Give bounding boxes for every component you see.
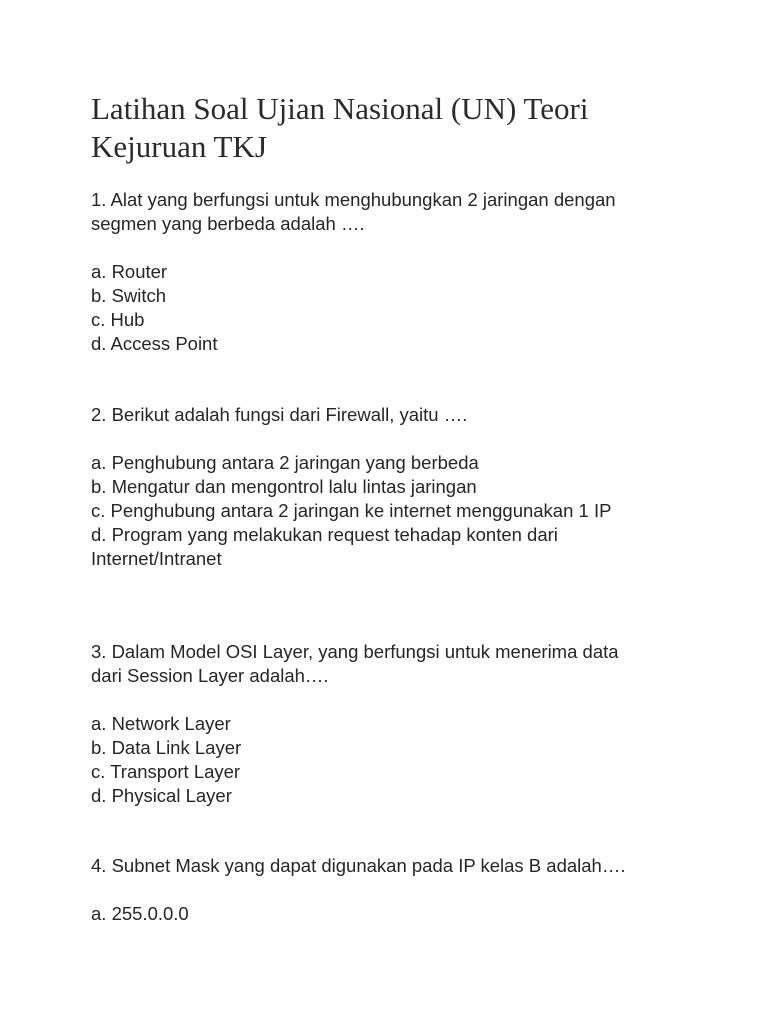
question-2 xyxy=(91,403,711,571)
question-4 xyxy=(91,854,711,926)
document-title: Latihan Soal Ujian Nasional (UN) Teori Kejuruan TKJ xyxy=(91,91,589,164)
question-1-option-a: a. Router xyxy=(91,261,168,282)
question-1-option-b: b. Switch xyxy=(91,285,167,306)
question-3-option-c: c. Transport Layer xyxy=(91,761,241,782)
question-3-stem-line-2: dari Session Layer adalah…. xyxy=(91,665,329,686)
question-3-option-a: a. Network Layer xyxy=(91,713,231,734)
question-2-option-c: c. Penghubung antara 2 jaringan ke internet menggunakan 1 IP xyxy=(91,500,612,521)
question-4-stem-line-1: 4. Subnet Mask yang dapat digunakan pada IP kelas B adalah…. xyxy=(91,855,626,876)
question-3 xyxy=(91,640,711,808)
question-1-option-d: d. Access Point xyxy=(91,333,218,354)
question-1-stem-line-2: segmen yang berbeda adalah …. xyxy=(91,213,365,234)
question-2-option-a: a. Penghubung antara 2 jaringan yang berbeda xyxy=(91,452,479,473)
question-2-option-d: d. Program yang melakukan request tehadap konten dari Internet/Intranet xyxy=(91,524,558,569)
question-4-option-a: a. 255.0.0.0 xyxy=(91,903,189,924)
question-1 xyxy=(91,188,711,356)
question-3-option-d: d. Physical Layer xyxy=(91,785,232,806)
question-1-stem-line-1: 1. Alat yang berfungsi untuk menghubungkan 2 jaringan dengan xyxy=(91,189,616,210)
question-2-option-b: b. Mengatur dan mengontrol lalu lintas jaringan xyxy=(91,476,477,497)
question-2-stem-line-1: 2. Berikut adalah fungsi dari Firewall, yaitu …. xyxy=(91,404,468,425)
question-3-stem-line-1: 3. Dalam Model OSI Layer, yang berfungsi untuk menerima data xyxy=(91,641,619,662)
question-1-option-c: c. Hub xyxy=(91,309,145,330)
question-3-option-b: b. Data Link Layer xyxy=(91,737,242,758)
